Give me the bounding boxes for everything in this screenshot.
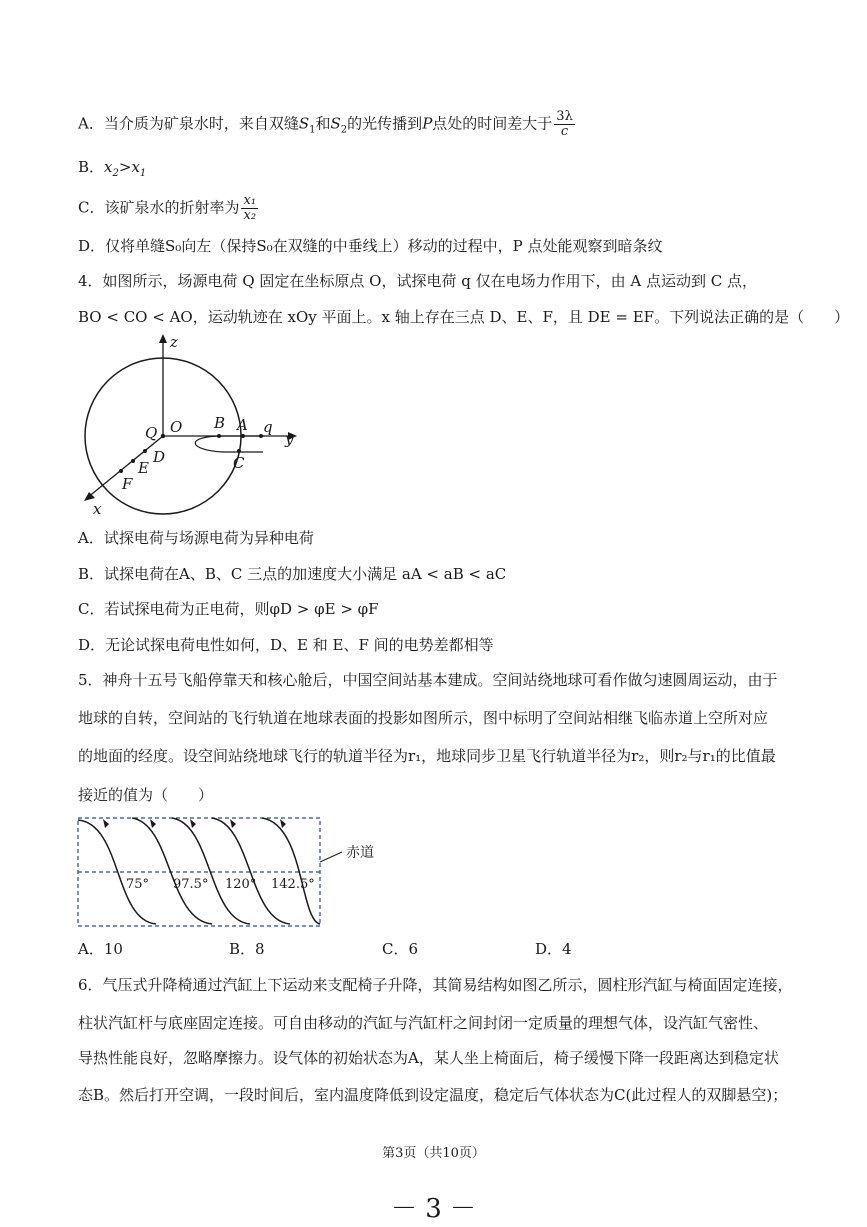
fraction-3lambda-over-c [554,110,575,139]
label-a: A [237,416,248,434]
q3-option-a-text: A．当介质为矿泉水时，来自双缝 [78,114,299,133]
q5-option-c: C．6 [382,940,419,958]
longitude-75: 75° [126,877,150,892]
label-x: x [93,500,102,518]
ground-track-4 [212,818,290,924]
label-e: E [138,459,149,477]
label-d: D [153,448,166,466]
q5-option-a: A．10 [78,940,123,958]
s2-subscript: 2 [340,124,348,136]
q4-option-c: C．若试探电荷为正电荷，则φD > φE > φF [78,600,379,618]
label-o: O [170,418,183,436]
x2-symbol: x [104,158,113,176]
label-q-source: Q [145,424,158,442]
direction-arrow-5 [280,819,286,828]
q4-stem-line-2: BO < CO < AO，运动轨迹在 xOy 平面上。x 轴上存在三点 D、E、F，且 DE = EF。下列说法正确的是（ ） [78,308,850,326]
s1-symbol: S [298,114,310,133]
q3-option-a-mid: 的光传播到 [347,114,423,133]
q5-stem-line-3: 的地面的经度。设空间站绕地球飞行的轨道半径为r₁，地球同步卫星飞行轨道半径为r₂，则r₂与r₁的比值最 [78,747,776,765]
q6-stem-line-3: 导热性能良好，忽略摩擦力。设气体的初始状态为A，某人坐上椅面后，椅子缓慢下降一段距离达到稳定状 [78,1049,779,1067]
q3-option-a-and: 和 [315,114,331,133]
greater-than: > [118,158,132,176]
trajectory-curve [195,436,265,452]
longitude-142-5: 142.5° [271,877,315,892]
q3-option-b [78,156,146,185]
x1-symbol: x [131,158,140,176]
label-f: F [122,475,133,493]
point-a-dot [241,434,245,438]
direction-arrow-2 [150,819,156,828]
q5-stem-line-4: 接近的值为（ ） [78,786,214,804]
label-q-test: q [263,418,273,436]
point-f-dot [119,469,123,473]
q3-option-c-text: C．该矿泉水的折射率为 [78,198,240,217]
direction-arrow-1 [103,819,109,828]
page-label: 第3页（共10页） [382,1146,485,1161]
point-d-dot [143,449,147,453]
longitude-120: 120° [225,877,257,892]
longitude-97-5: 97.5° [173,877,209,892]
label-z: z [170,333,178,351]
q6-stem-line-4: 态B。然后打开空调，一段时间后，室内温度降低到设定温度，稳定后气体状态为C(此过程人的双脚悬空)； [78,1086,788,1104]
p-symbol: P [422,114,433,133]
point-b-dot [217,434,221,438]
q3-option-c [78,194,260,223]
q5-stem-line-2: 地球的自转，空间站的飞行轨道在地球表面的投影如图所示，图中标明了空间站相继飞临赤道上空所对应 [78,709,769,727]
s1-subscript: 1 [309,124,316,136]
direction-arrow-3 [190,819,196,828]
fraction-x1-over-x2 [241,194,258,223]
x2-subscript: 2 [112,168,119,179]
point-e-dot [131,459,135,463]
origin-dot [161,434,165,438]
q5-option-b: B．8 [229,940,265,958]
label-b: B [214,414,226,432]
s2-symbol: S [330,114,341,133]
fraction-denominator: c [560,124,569,139]
ground-track-5 [262,818,320,924]
electric-field-diagram [75,330,315,520]
ground-track-2 [132,818,212,924]
ground-track-diagram [74,812,394,932]
q6-stem-line-2: 柱状汽缸杆与底座固定连接。可自由移动的汽缸与汽缸杆之间封闭一定质量的理想气体，设汽缸气密性、 [78,1014,769,1032]
q3-option-a [78,110,577,142]
x1-subscript: 1 [139,168,147,179]
direction-arrow-4 [230,819,236,828]
fraction-numerator: 3λ [556,109,573,124]
q4-stem-line-1: 4．如图所示，场源电荷 Q 固定在坐标原点 O，试探电荷 q 仅在电场力作用下，由 A 点运动到 C 点， [78,272,757,290]
q3-option-d: D．仅将单缝S₀向左（保持S₀在双缝的中垂线上）移动的过程中，P 点处能观察到暗条纹 [78,237,663,255]
q4-option-a: A．试探电荷与场源电荷为异种电荷 [78,529,314,547]
q4-option-b: B．试探电荷在A、B、C 三点的加速度大小满足 aA < aB < aC [78,565,507,583]
fraction-denominator: x₂ [243,208,257,223]
equator-label: 赤道 [346,845,374,861]
label-c: C [233,454,245,472]
q5-stem-line-1: 5．神舟十五号飞船停靠天和核心舱后，中国空间站基本建成。空间站绕地球可看作做匀速圆周运动，由于 [78,671,778,689]
q3-option-b-label: B． [78,158,105,176]
q5-option-d: D．4 [535,940,572,958]
equator-callout-line [320,852,342,862]
z-axis-arrow [159,334,167,343]
q3-option-a-post: 点处的时间差大于 [432,114,553,133]
point-c-dot [237,449,241,453]
q6-stem-line-1: 6．气压式升降椅通过汽缸上下运动来支配椅子升降，其简易结构如图乙所示，圆柱形汽缸与椅面固定连接， [78,976,793,994]
ground-track-3 [172,818,250,924]
q4-option-d: D．无论试探电荷电性如何，D、E 和 E、F 间的电势差都相等 [78,636,494,654]
page-number: － 3 － [390,1194,477,1224]
label-y: y [285,430,294,448]
fraction-numerator: x₁ [243,193,257,208]
